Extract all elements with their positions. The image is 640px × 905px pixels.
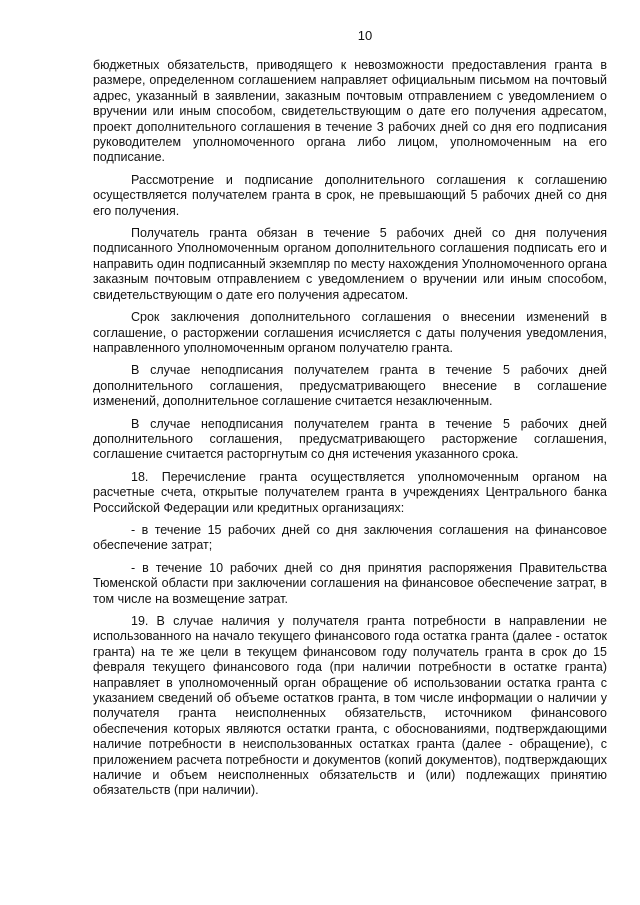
paragraph-recipient-obligation: Получатель гранта обязан в течение 5 рабочих дней со дня получения подписанного Уполномоченным органом дополнительного соглашения подписать его и направить один подписанный экземпляр по месту нахождения Уполномоченного органа заказным почтовым отправлением с уведомлением о вручении или иным способом, свидетельствующим о дате его получения адресатом. [93, 226, 607, 302]
list-item-15-days: - в течение 15 рабочих дней со дня заключения соглашения на финансовое обеспечение затрат; [93, 522, 607, 553]
page-number: 10 [357, 28, 373, 43]
paragraph-19-remainder: 19. В случае наличия у получателя гранта потребности в направлении не использованного на начало текущего финансового года остатка гранта (далее - остаток гранта) на те же цели в текущем финансовом году получатель гранта в срок до 15 февраля текущего финансового года (при наличии потребности в остатке гранта) направляет в уполномоченный орган обращение об использовании остатка гранта с указанием сведений об объеме остатков гранта, в том числе информации о наличии у получателя гранта неисполненных обязательств, источником финансового обеспечения которых являются остатки гранта, с обоснованиями, подтверждающими наличие потребности в неиспользованных остатках гранта (далее - обращение), с приложением расчета потребности и документов (копий документов), подтверждающих наличие и объем неисполненных обязательств и (или) подлежащих принятию обязательств (при наличии). [93, 614, 607, 798]
paragraph-review-signing: Рассмотрение и подписание дополнительного соглашения к соглашению осуществляется получателем гранта в срок, не превышающий 5 рабочих дней со дня его получения. [93, 172, 607, 218]
list-item-10-days: - в течение 10 рабочих дней со дня принятия распоряжения Правительства Тюменской области при заключении соглашения на финансовое обеспечение затрат, в том числе на возмещение затрат. [93, 560, 607, 606]
paragraph-not-signed-changes: В случае неподписания получателем гранта в течение 5 рабочих дней дополнительного соглашения, предусматривающего внесение в соглашение изменений, дополнительное соглашение считается незаключенным. [93, 363, 607, 409]
paragraph-budget-obligations: бюджетных обязательств, приводящего к невозможности предоставления гранта в размере, определенном соглашением направляет официальным письмом на почтовый адрес, указанный в заявлении, заказным почтовым отправлением с уведомлением о вручении или иным способом, свидетельствующим о дате его получения адресатом, проект дополнительного соглашения в течение 3 рабочих дней со дня его подписания руководителем уполномоченного органа либо лицом, уполномоченным на его подписание. [93, 58, 607, 165]
paragraph-not-signed-termination: В случае неподписания получателем гранта в течение 5 рабочих дней дополнительного соглашения, предусматривающего расторжение соглашения, соглашение считается расторгнутым со дня истечения указанного срока. [93, 416, 607, 462]
paragraph-18-transfer: 18. Перечисление гранта осуществляется уполномоченным органом на расчетные счета, открытые получателем гранта в учреждениях Центрального банка Российской Федерации или кредитных организациях: [93, 469, 607, 515]
paragraph-conclusion-term: Срок заключения дополнительного соглашения о внесении изменений в соглашение, о расторжении соглашения исчисляется с даты получения уведомления, направленного уполномоченным органом получателю гранта. [93, 310, 607, 355]
